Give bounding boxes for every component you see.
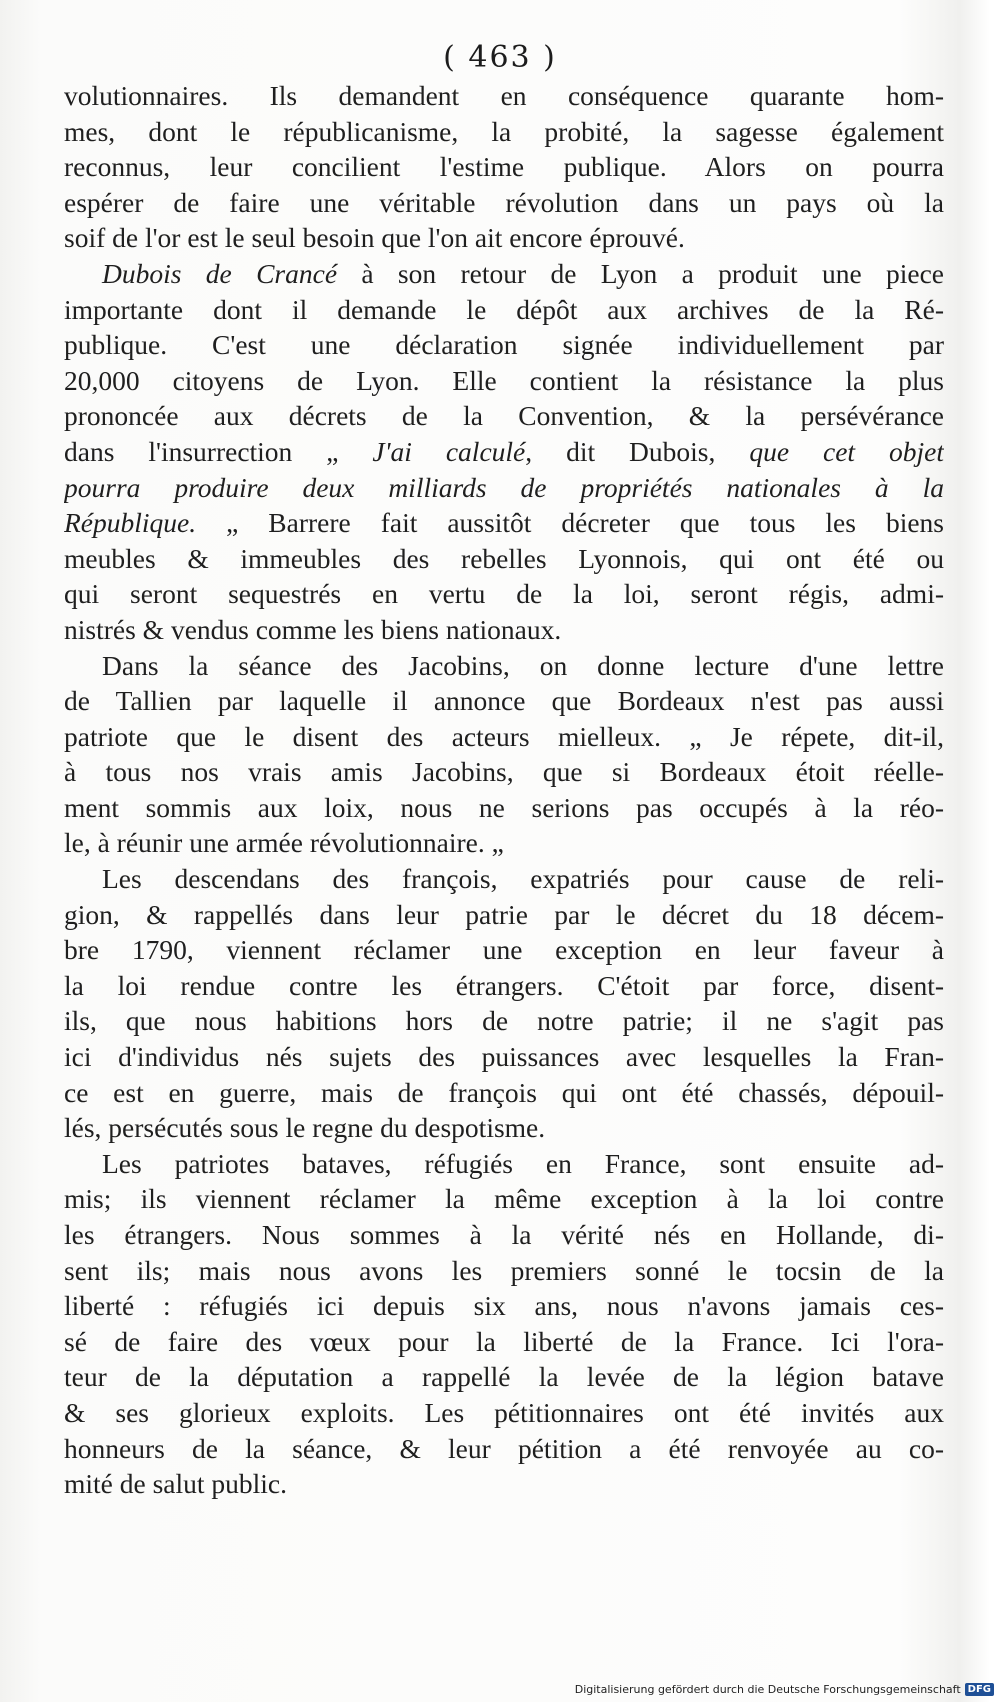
text-line: mes, dont le républicanisme, la probité, la sagesse également xyxy=(64,115,944,147)
text-line: mis; ils viennent réclamer la même exception à la loi contre xyxy=(64,1183,944,1215)
text-line: la loi rendue contre les étrangers. C'étoit par force, disent- xyxy=(64,969,944,1001)
text-line: bre 1790, viennent réclamer une exception en leur faveur à xyxy=(64,934,944,966)
text-line: les étrangers. Nous sommes à la vérité nés en Hollande, di- xyxy=(64,1219,944,1250)
text-line: ment sommis aux loix, nous ne serions pas occupés à la réo- xyxy=(64,791,944,823)
text-line: Dans la séance des Jacobins, on donne lecture d'une lettre xyxy=(102,649,944,681)
text-line: meubles & immeubles des rebelles Lyonnois, qui ont été ou xyxy=(64,542,944,574)
text-line: 20,000 citoyens de Lyon. Elle contient la résistance la plus xyxy=(64,364,944,396)
text-line: honneurs de la séance, & leur pétition a été renvoyée au co- xyxy=(64,1432,944,1464)
text-line: importante dont il demande le dépôt aux archives de la Ré- xyxy=(64,293,944,325)
footer xyxy=(575,1683,994,1696)
text-line: liberté : réfugiés ici depuis six ans, nous n'avons jamais ces- xyxy=(64,1290,944,1322)
text-line: espérer de faire une véritable révolution dans un pays où la xyxy=(64,186,944,218)
text-line: dans l'insurrection „ J'ai calculé, dit Dubois, que cet objet xyxy=(64,435,944,467)
text-line: pourra produire deux milliards de propriétés nationales à la xyxy=(64,471,944,503)
dfg-logo: DFG xyxy=(965,1683,994,1696)
text-line: sé de faire des vœux pour la liberté de la France. Ici l'ora- xyxy=(64,1325,944,1357)
text-line: nistrés & vendus comme les biens nationaux. xyxy=(64,613,562,645)
text-line: Dubois de Crancé à son retour de Lyon a produit une piece xyxy=(102,257,944,289)
body-text xyxy=(64,78,944,1502)
text-line: sent ils; mais nous avons les premiers sonné le tocsin de la xyxy=(64,1254,944,1286)
footer-credit: Digitalisierung gefördert durch die Deutsche Forschungsgemeinschaft xyxy=(574,1683,961,1696)
text-line: ils, que nous habitions hors de notre patrie; il ne s'agit pas xyxy=(64,1005,944,1037)
text-line: de Tallien par laquelle il annonce que Bordeaux n'est pas aussi xyxy=(64,685,944,717)
page-number: ( 463 ) xyxy=(443,40,557,75)
text-line: patriote que le disent des acteurs mielleux. „ Je répete, dit-il, xyxy=(64,720,944,752)
text-line: qui seront sequestrés en vertu de la loi, seront régis, admi- xyxy=(64,578,944,610)
text-line: le, à réunir une armée révolutionnaire. „ xyxy=(64,827,504,859)
text-line: République. „ Barrere fait aussitôt décreter que tous les biens xyxy=(64,507,944,539)
text-line: ici d'individus nés sujets des puissances avec lesquelles la Fran- xyxy=(64,1041,944,1073)
text-line: reconnus, leur concilient l'estime publique. Alors on pourra xyxy=(64,151,944,183)
text-line: volutionnaires. Ils demandent en conséquence quarante hom- xyxy=(64,80,944,111)
text-line: Les descendans des françois, expatriés pour cause de reli- xyxy=(102,863,944,895)
text-line: publique. C'est une déclaration signée individuellement par xyxy=(64,329,944,361)
text-line: lés, persécutés sous le regne du despotisme. xyxy=(64,1112,546,1144)
text-line: gion, & rappellés dans leur patrie par le décret du 18 décem- xyxy=(64,898,944,930)
text-line: prononcée aux décrets de la Convention, & la persévérance xyxy=(64,400,944,432)
text-line: Les patriotes bataves, réfugiés en France, sont ensuite ad- xyxy=(102,1147,944,1179)
text-line: teur de la députation a rappellé la levée de la légion batave xyxy=(64,1361,944,1393)
text-line: & ses glorieux exploits. Les pétitionnaires ont été invités aux xyxy=(64,1396,944,1428)
text-line: mité de salut public. xyxy=(64,1468,288,1500)
text-line: ce est en guerre, mais de françois qui ont été chassés, dépouil- xyxy=(64,1076,944,1108)
text-line: à tous nos vrais amis Jacobins, que si Bordeaux étoit réelle- xyxy=(64,756,944,788)
text-line: soif de l'or est le seul besoin que l'on ait encore éprouvé. xyxy=(64,222,685,254)
